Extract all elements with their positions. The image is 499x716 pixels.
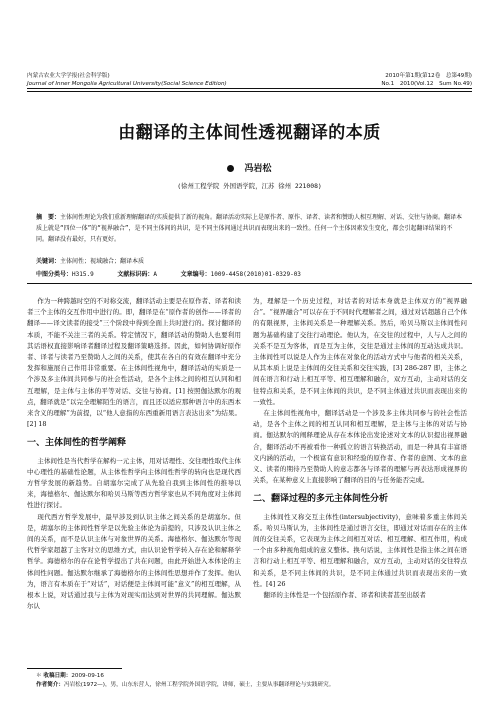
author-bio-label: 作者简介： bbox=[36, 682, 64, 688]
issue-en: No.1 2010(Vol.12 Sum No.49) bbox=[381, 81, 472, 87]
header-rule-thin bbox=[27, 91, 472, 92]
section-heading: 一、主体间性的哲学阐释 bbox=[27, 438, 127, 449]
journal-name bbox=[27, 72, 277, 88]
abstract-text: 主体间性理论为我们重新理解翻译的实质提供了新的视角。翻译活动实际上是原作者、原作、译者、读者和赞助人相互理解、对话、交往与协商。翻译本质上就是“四位一体”的“视界融合”，是不同主体间的共识，是不同主体间通过共识而表现出来的一致性。任何一个主体因素发生变化，都会引起翻译结果的不同。翻译没有最好，只有更好。 bbox=[36, 214, 463, 243]
author-line bbox=[0, 161, 499, 174]
author-bio-text: 冯岩松(1972—)，男，山东东营人，徐州工程学院外国语学院，讲师，硕士，主要从事翻译理论与实践研究。 bbox=[63, 682, 335, 688]
doc-code-label: 文献标识码： bbox=[117, 271, 154, 278]
keywords bbox=[36, 256, 463, 265]
footnote-rule bbox=[27, 668, 122, 669]
classification-line bbox=[36, 269, 463, 278]
author-name: 冯岩松 bbox=[244, 164, 272, 174]
paragraph: 在主体间性视角中，翻译活动是一个涉及多主体共同参与的社会性活动，是各个主体之间的相互认同和相互理解，是主体与主体的对话与协商。伽达默尔的阐释理论从存在本体论出发论述对文本的认识提出视界融合，翻译活动不再被看作一种孤立的语言转换活动，而是一种具有丰富语义内涵的活动，一个极富有意识和经验的原作者、作者的意图、文本的意义、读者的期待乃至赞助人的意志都各与译者的理解与再表达形成视界的关系，在某种意义上直接影响了翻译的目的与任务能否完成。 bbox=[253, 409, 467, 485]
journal-name-cn: 内蒙古农业大学学报(社会科学版) bbox=[27, 73, 110, 79]
bullet-icon: ＊ bbox=[36, 673, 42, 679]
paragraph: 为，理解是一个历史过程，对话者的对话本身就是主体双方的“视界融合”。“视界融合”可以存在于不同时代理解者之间，通过对话超越自己个体的有限视界，主体间关系是一种理解关系。然后，哈贝马斯以主体间性问题为基础构建了交往行动理论。他认为，在交往的过程中，人与人之间的关系不是互为客体，而是互为主体，交往是通过主体间的互动达成共识。主体间性可以说是人作为主体在对象化的活动方式中与他者的相关关系，从其本质上说是主体间的交往关系和交往实践，[3] 286-287 即，主体之间在语言和行动上相互平等、相互理解和融合，双方互动，主动对话的交往特点和关系，是不同主体间的共识，是不同主体通过共识而表现出来的一致性。 bbox=[253, 297, 467, 406]
footnote-received bbox=[36, 672, 472, 680]
header-rule-thick bbox=[27, 88, 472, 89]
paragraph: 现代西方哲学发展中，最早涉及到认识主体之间关系的是胡塞尔。但是，胡塞尔的主体间性哲学是以先验主体论为前提的，只涉及认识主体之间的关系，而不是认识主体与对象世界的关系。海德格尔、伽达默尔等现代哲学家超越了主客对立的思维方式，由认识论哲学转入存在论和解释学哲学。海德格尔的存在论哲学提出了共在问题，由此开始进入本体论的主体间性问题。伽达默尔继承了海德格尔的主体间性思想并作了发挥。他认为，语言有本质在于“对话”，对话便是主体间可能“意义”的相互理解，从根本上说，对话通过我与主体为对现实而达到对世界的共同理解。伽达默尔认 bbox=[27, 512, 241, 611]
received-date: 2009-09-16 bbox=[71, 673, 104, 679]
paragraph: 翻译的主体性是一个包括原作者、译者和读者甚至出版者 bbox=[263, 591, 426, 600]
abstract bbox=[36, 213, 463, 245]
keywords-text: 主体间性；视域融合；翻译本质 bbox=[60, 258, 145, 265]
clc-label: 中图分类号： bbox=[36, 271, 73, 278]
issue-cn: 2010年第1期(第12卷 总第49期) bbox=[385, 73, 472, 79]
paragraph: 作为一种跨越时空的不对称交流，翻译活动主要是在原作者、译者和读者三个主体的交互作用中进行的。即，翻译是在“原作者的创作——译者的翻译——译文读者的接受”三个阶段中得到全面上共时进行的。探讨翻译的本质，不能不关注三者的关系。特定情况下，翻译活动的赞助人也要利用其话语权直接影响译者翻译过程及翻译策略选择。因此，如何协调好原作者、译者与读者乃至赞助人之间的关系，使其在各自的有效在翻译中充分发挥和施展自己作用非常重要。在主体间性视角中，翻译活动的实质是一个涉及多主体间共同参与的社会性活动，是各个主体之间的相互认同和相互理解，是主体与主体的平等对话、交往与协商。[1] 按照伽达默尔的观点，翻译就是“以完全理解陌生的语言，而且还以适应那种语言中的东西本来含义的理解”为前提，以“他人意指的东西重新用语言表达出来”为结果。[2] 18 bbox=[27, 297, 241, 429]
article-title: 由翻译的主体间性透视翻译的本质 bbox=[118, 123, 381, 143]
paragraph: 主体间性又称交互主体性(intersubjectivity)，意味着多重主体间关系。哈贝马斯认为，主体间性是通过语言交往，即通过对话而存在的主体间的交往关系，它表现为主体之间相互对话、相互理解、相互作用，构成一个由多种视角组成的意义整体。换句话说，主体间性是指主体之间在语言和行动上相互平等、相互理解和融合，双方互动，主动对话的交往特点和关系，是不同主体间的共识，是不同主体通过共识而表现出来的一致性。[4] 26 bbox=[253, 512, 467, 588]
right-column bbox=[253, 296, 467, 601]
doc-code-value: A bbox=[153, 271, 157, 278]
received-label: 收稿日期： bbox=[43, 673, 72, 679]
abstract-label: 摘 要： bbox=[36, 214, 61, 221]
affiliation: (徐州工程学院 外国语学院，江苏 徐州 221008) bbox=[177, 182, 322, 190]
article-no-value: 1009-4458(2010)01-0329-03 bbox=[210, 271, 301, 278]
section-heading: 二、翻译过程的多元主体间性分析 bbox=[253, 494, 389, 505]
issue-info bbox=[272, 72, 472, 88]
clc-value: H315.9 bbox=[72, 271, 94, 278]
keywords-label: 关键词： bbox=[36, 258, 61, 265]
abstract-rule bbox=[27, 283, 472, 284]
paragraph: 主体间性是当代哲学在解构一元主体，用对话理性、交往理性取代主体中心理性的基础性论题，从主体性哲学向主体间性哲学的转向也是现代西方哲学发展的新趋势。自胡塞尔完成了从先验自我到主体间性的推导以来，海德格尔、伽达默尔和哈贝马斯等西方哲学家也从不同角度对主体间性进行探讨。 bbox=[27, 456, 241, 510]
journal-name-en: Journal of Inner Mongolia Agricultural University(Social Science Edition) bbox=[27, 81, 227, 87]
bullet-icon bbox=[227, 165, 234, 172]
left-column bbox=[27, 296, 241, 612]
article-no-label: 文章编号： bbox=[180, 271, 211, 278]
footnote-author-bio bbox=[36, 681, 472, 689]
